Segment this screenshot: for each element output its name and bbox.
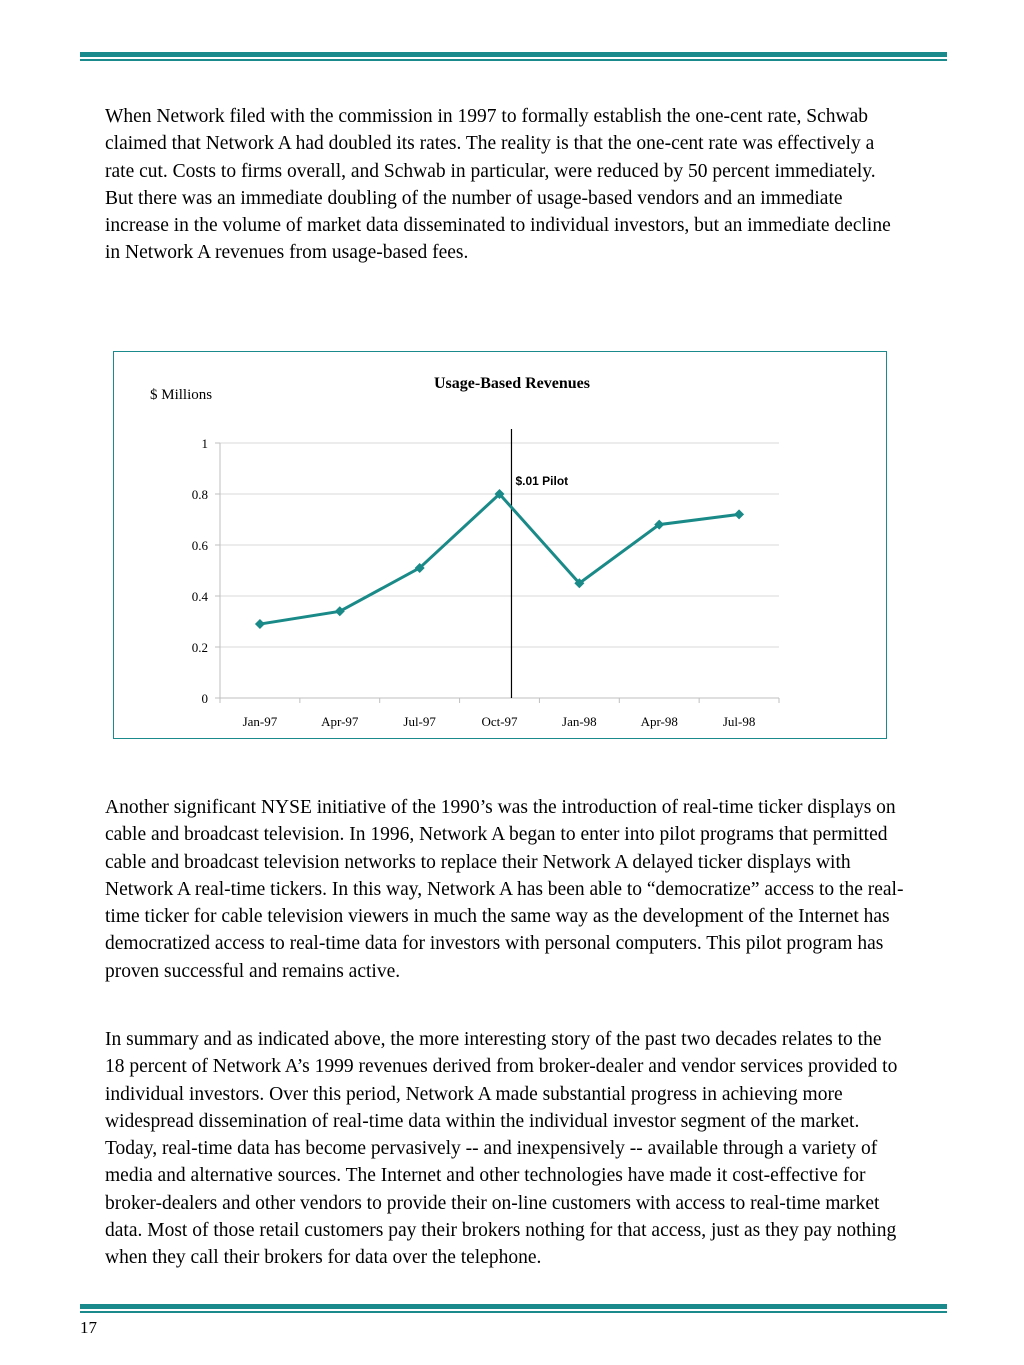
- x-tick-label: Apr-97: [321, 714, 359, 729]
- chart-title: Usage-Based Revenues: [434, 375, 590, 392]
- y-tick-label: 0.4: [191, 589, 208, 604]
- bottom-rule: [80, 1304, 947, 1313]
- x-tick-label: Apr-98: [640, 714, 678, 729]
- y-axis-label: $ Millions: [150, 387, 213, 403]
- data-point: [255, 619, 265, 629]
- y-tick-label: 0: [201, 691, 208, 706]
- page-number: 17: [80, 1318, 97, 1337]
- x-tick-label: Jul-97: [403, 714, 436, 729]
- y-tick-label: 0.2: [191, 640, 208, 655]
- x-tick-label: Jan-97: [242, 714, 278, 729]
- data-point: [734, 509, 744, 519]
- y-tick-label: 1: [201, 436, 208, 451]
- usage-revenue-chart: [113, 351, 887, 739]
- x-tick-label: Jan-98: [562, 714, 597, 729]
- x-tick-label: Jul-98: [722, 714, 756, 729]
- paragraph-1: When Network filed with the commission in 1997 to formally establish the one-cent rate, Schwab claimed that Network A had doubled its rates. The reality is that the one-cent rate was effectively a rate cut. Costs to firms overall, and Schwab in particular, were reduced by 50 percent immediately. But there was an immediate doubling of the number of usage-based vendors and an immediate increase in the volume of market data disseminated to individual investors, but an immediate decline in Network A revenues from usage-based fees.: [105, 106, 891, 264]
- chart-canvas: [114, 352, 888, 740]
- paragraph-2: Another significant NYSE initiative of the 1990’s was the introduction of real-time ticker displays on cable and broadcast television. In 1996, Network A began to enter into pilot programs that permitted cable and broadcast television networks to replace their Network A delayed ticker displays with Network A real-time tickers. In this way, Network A has been able to “democratize” access to the real-time ticker for cable television viewers in much the same way as the development of the Internet has democratized access to real-time data for investors with personal computers. This pilot program has proven successful and remains active.: [105, 797, 904, 982]
- pilot-annotation: $.01 Pilot: [515, 474, 569, 488]
- y-tick-label: 0.6: [191, 538, 208, 553]
- x-tick-label: Oct-97: [481, 714, 518, 729]
- series-line: [260, 494, 739, 624]
- top-rule: [80, 52, 947, 61]
- y-tick-label: 0.8: [191, 487, 208, 502]
- paragraph-3: In summary and as indicated above, the more interesting story of the past two decades relates to the 18 percent of Network A’s 1999 revenues derived from broker-dealer and vendor services provided to individual investors. Over this period, Network A made substantial progress in achieving more widespread dissemination of real-time data within the individual investor segment of the market. Today, real-time data has become pervasively -- and inexpensively -- available through a variety of media and alternative sources. The Internet and other technologies have made it cost-effective for broker-dealers and other vendors to provide their on-line customers with access to real-time market data. Most of those retail customers pay their brokers nothing for that access, just as they pay nothing when they call their brokers for data over the telephone.: [105, 1029, 898, 1269]
